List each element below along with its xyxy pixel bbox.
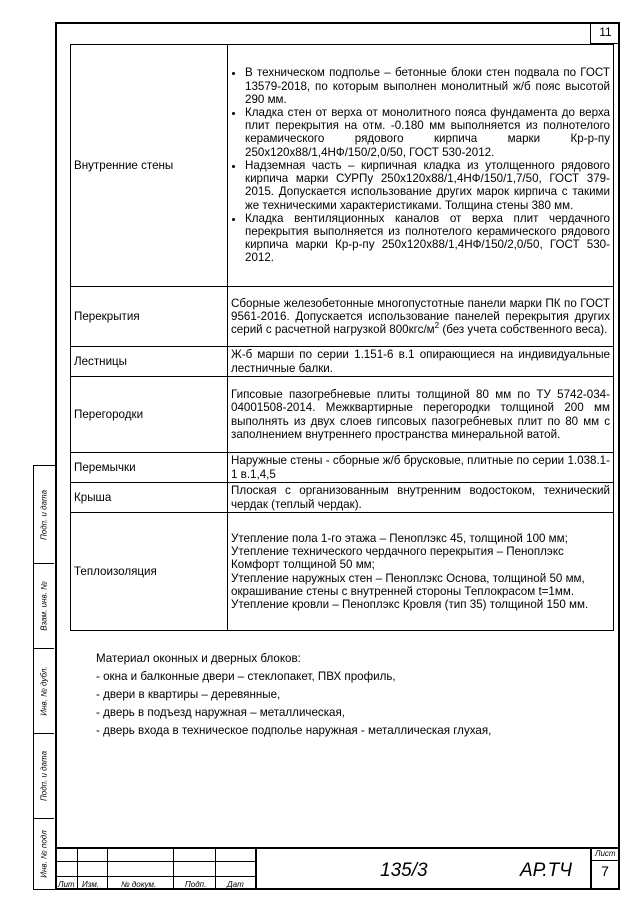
materials-section (96, 650, 491, 740)
row-name: Перегородки (71, 377, 228, 453)
row-name: Лестницы (71, 347, 228, 377)
table-row (71, 513, 614, 631)
sheet-label: Лист (595, 849, 616, 858)
list-item: • Кладка стен от верха от монолитного пояса фундамента до верха плит перекрытия на отм. -0.180 мм выполняется из полнотелого керамического рядового кирпича марки Кр-р-пу 250х120х88/1,4НФ/150/2,0/50, ГОСТ 530-2012. (245, 106, 610, 159)
table-row (71, 347, 614, 377)
materials-heading: Материал оконных и дверных блоков: (96, 652, 301, 665)
row-description (228, 45, 614, 287)
construction-spec-table (70, 44, 614, 631)
row-line: Утепление пола 1-го этажа – Пеноплэкс 45, толщиной 100 мм; (231, 531, 568, 545)
divider (55, 876, 255, 877)
side-cell (34, 649, 54, 734)
table-row (71, 453, 614, 483)
stamp-col-label: Дат (227, 880, 244, 889)
list-item: - окна и балконные двери – стеклопакет, ПВХ профиль, (96, 670, 396, 683)
table-row (71, 377, 614, 453)
divider (255, 847, 257, 890)
table-row (71, 287, 614, 347)
list-item: • Кладка вентиляционных каналов от верха плит чердачного перекрытия выполняется из полнотелого керамического рядового кирпича марки Кр-р-пу 250х120х88/1,4НФ/150/2,0/50, ГОСТ 530-2012. (245, 212, 610, 265)
row-description: Ж-б марши по серии 1.151-6 в.1 опирающиеся на индивидуальные лестничные балки. (228, 347, 614, 377)
stamp-col-label: Изм. (82, 880, 100, 889)
sheet-number: 7 (601, 863, 609, 879)
section-code: АР.ТЧ (520, 860, 573, 881)
row-description (228, 287, 614, 347)
page-number-top: 11 (590, 22, 620, 44)
side-cell (34, 819, 54, 889)
row-description: Плоская с организованным внутренним водостоком, технический чердак (теплый чердак). (228, 483, 614, 513)
table-row (71, 483, 614, 513)
row-line: Утепление наружных стен – Пеноплэкс Основа, толщиной 50 мм, окрашивание стены с внутренней стороны Теплокрасом t=1мм. (231, 571, 585, 598)
list-item: - дверь в подъезд наружная – металлическая, (96, 706, 345, 719)
list-item: • В техническом подполье – бетонные блоки стен подвала по ГОСТ 13579-2018, по которым выполнен монолитный ж/б пояс высотой 290 мм. (245, 66, 610, 106)
row-name: Теплоизоляция (71, 513, 228, 631)
row-line: Утепление кровли – Пеноплэкс Кровля (тип 35) толщиной 150 мм. (231, 597, 589, 611)
title-block (55, 847, 620, 890)
side-label: Взам. инв. № (39, 581, 49, 631)
row-description (228, 513, 614, 631)
row-line: Утепление технического чердачного перекрытия – Пеноплэкс Комфорт толщиной 50 мм; (231, 545, 564, 572)
row-name: Перемычки (71, 453, 228, 483)
divider (55, 861, 255, 862)
row-description: Гипсовые пазогребневые плиты толщиной 80 мм по ТУ 5742-034-04001508-2014. Межквартирные перегородки толщиной 200 мм выполнять из двух слоев гипсовых пазогребневых плит по 80 мм с заполнением внутреннего пространства минеральной ватой. (228, 377, 614, 453)
list-item: • Надземная часть – кирпичная кладка из утолщенного рядового кирпича марки СУРПу 250х120х88/1,4НФ/150/1,7/50, ГОСТ 379-2015. Допускается использование других марок кирпича с такими же техническими характеристиками. Толщина стены 380 мм. (245, 159, 610, 212)
side-cell (34, 466, 54, 564)
row-text: (без учета собственного веса). (439, 323, 608, 337)
side-label: Инв. № дубл. (39, 666, 49, 716)
table-row (71, 45, 614, 287)
stamp-col-label: Подп. (185, 880, 207, 889)
row-name: Перекрытия (71, 287, 228, 347)
row-description: Наружные стены - сборные ж/б брусковые, плитные по серии 1.038.1-1 в.1,4,5 (228, 453, 614, 483)
divider (107, 847, 108, 890)
side-label: Подп. и дата (39, 750, 49, 802)
stamp-col-label: Лит (58, 880, 75, 889)
list-item: - дверь входа в техническое подполье наружная - металлическая глухая, (96, 724, 492, 737)
side-label: Инв. № подл (39, 830, 49, 878)
divider (173, 847, 174, 890)
divider (590, 860, 620, 861)
row-name: Крыша (71, 483, 228, 513)
project-code: 135/3 (380, 860, 428, 881)
superscript: 2 (434, 321, 440, 331)
divider (55, 847, 620, 849)
side-label: Подп. и дата (39, 489, 49, 540)
side-stamp-strip (33, 465, 55, 890)
side-cell (34, 564, 54, 649)
divider (77, 847, 78, 890)
stamp-col-label: № докум. (121, 880, 157, 889)
row-name: Внутренние стены (71, 45, 228, 287)
bullet-list (231, 66, 610, 264)
list-item: - двери в квартиры – деревянные, (96, 688, 281, 701)
divider (215, 847, 216, 890)
row-text: Сборные железобетонные многопустотные панели марки ПК по ГОСТ 9561-2016. Допускается использование панелей перекрытия других серий с расчетной нагрузкой 800кгс/м (231, 296, 610, 337)
side-cell (34, 734, 54, 819)
